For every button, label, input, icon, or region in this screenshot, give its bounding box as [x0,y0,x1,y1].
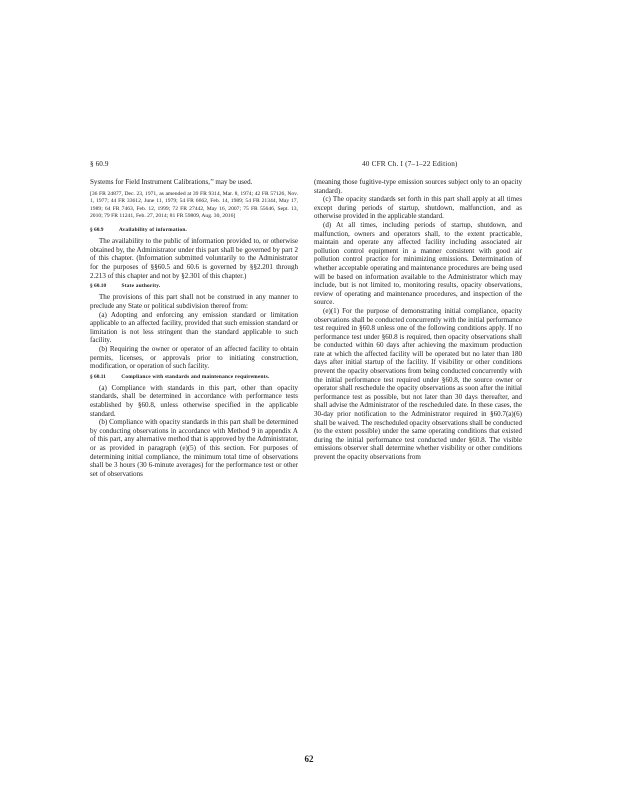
section-title: State authority. [121,283,161,290]
section-heading-60-9 [90,227,298,234]
running-head-title: 40 CFR Ch. I (7–1–22 Edition) [362,160,458,168]
section-heading-60-10 [90,283,298,290]
paragraph: (a) Compliance with standards in this part, other than opacity standards, shall be determined in accordance with performance tests established by §60.8, unless otherwise specified in the applicable standard. [90,383,298,418]
running-head-section: § 60.9 [90,160,109,168]
paragraph: (d) At all times, including periods of startup, shutdown, and malfunction, owners and operators shall, to the extent practicable, maintain and operate any affected facility including associated air pollution control equipment in a manner consistent with good air pollution control practice for minimizing emissions. Determination of whether acceptable operating and maintenance procedures are being used will be based on information available to the Administrator which may include, but is not limited to, monitoring results, opacity observations, review of operating and maintenance procedures, and inspection of the source. [314,220,522,307]
left-column [90,178,298,478]
paragraph: The provisions of this part shall not be construed in any manner to preclude any State or political subdivision thereof from: [90,293,298,310]
continuation-text: Systems for Field Instrument Calibrations,’’ may be used. [90,178,253,186]
section-title: Availability of information. [118,226,188,233]
paragraph: (e)(1) For the purpose of demonstrating initial compliance, opacity observations shall be conducted concurrently with the initial performance test required in §60.8 unless one of the following conditions apply. If no performance test under §60.8 is required, then opacity observations shall be conducted within 60 days after achieving the maximum production rate at which the affected facility will be operated but no later than 180 days after initial startup of the facility. If visibility or other conditions prevent the opacity observations from being conducted concurrently with the initial performance test required under §60.8, the source owner or operator shall reschedule the opacity observations as soon after the initial performance test as possible, but not later than 30 days thereafter, and shall advise the Administrator of the rescheduled date. In these cases, the 30-day prior notification to the Administrator required in §60.7(a)(6) shall be waived. The rescheduled opacity observations shall be conducted (to the extent possible) under the same operating conditions that existed during the initial performance test conducted under §60.8. The visible emissions observer shall determine whether visibility or other conditions prevent the opacity observations from [314,306,522,461]
source-note: [36 FR 24877, Dec. 23, 1971, as amended at 39 FR 9314, Mar. 8, 1974; 42 FR 57126, Nov. 1, 1977; 44 FR 33612, June 11, 1979; 54 FR 6662, Feb. 14, 1989; 54 FR 21344, May 17, 1989; 64 FR 7463, Feb. 12, 1999; 72 FR 27442, May 16, 2007; 75 FR 55646, Sept. 13, 2010; 79 FR 11241, Feb. 27, 2014; 81 FR 59809, Aug. 30, 2016] [90,190,298,220]
paragraph: (c) The opacity standards set forth in this part shall apply at all times except during periods of startup, shutdown, malfunction, and as otherwise provided in the applicable standard. [314,195,522,221]
section-title: Compliance with standards and maintenance requirements. [121,373,270,380]
paragraph: The availability to the public of information provided to, or otherwise obtained by, the Administrator under this part shall be governed by part 2 of this chapter. (Information submitted voluntarily to the Administrator for the purposes of §§60.5 and 60.6 is governed by §§2.201 through 2.213 of this chapter and not by §2.301 of this chapter.) [90,237,298,280]
page-number: 62 [304,754,314,764]
section-number: § 60.10 [90,283,107,290]
section-number: § 60.11 [90,373,106,380]
right-column [314,178,522,462]
paragraph: (a) Adopting and enforcing any emission standard or limitation applicable to an affected facility, provided that such emission standard or limitation is not less stringent than the standard applicable to such facility. [90,310,298,345]
continuation-text: (meaning those fugitive-type emission sources subject only to an opacity standard). [314,178,522,195]
paragraph: (b) Compliance with opacity standards in this part shall be determined by conducting observations in accordance with Method 9 in appendix A of this part, any alternative method that is approved by the Administrator, or as provided in paragraph (e)(5) of this section. For purposes of determining initial compliance, the minimum total time of observations shall be 3 hours (30 6-minute averages) for the performance test or other set of observations [90,418,298,478]
paragraph: (b) Requiring the owner or operator of an affected facility to obtain permits, licenses, or approvals prior to initiating construction, modification, or operation of such facility. [90,344,298,371]
section-heading-60-11 [90,374,298,381]
section-number: § 60.9 [90,226,104,233]
